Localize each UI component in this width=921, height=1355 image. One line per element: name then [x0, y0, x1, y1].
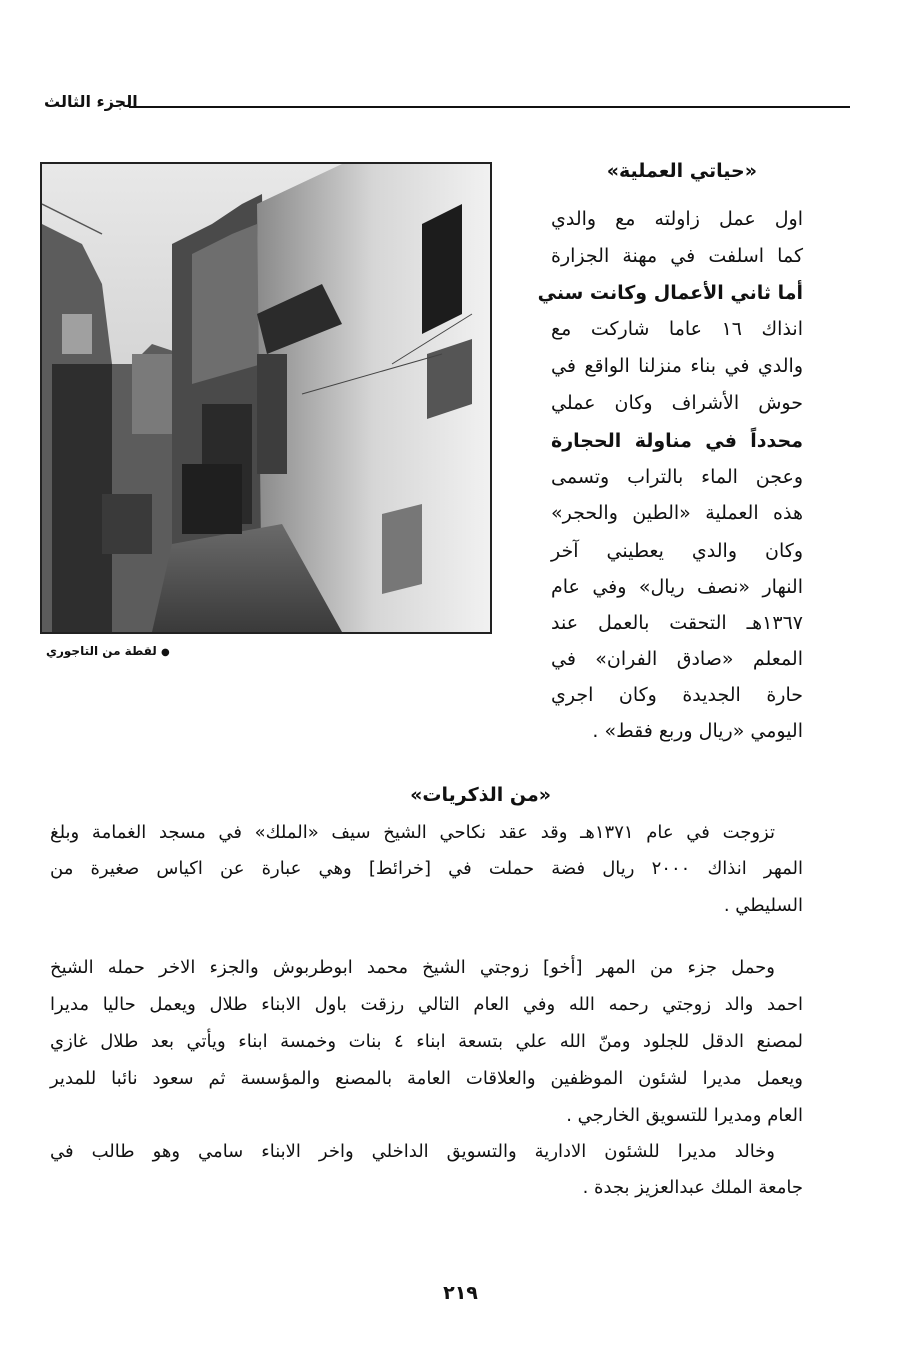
column-line: اول عمل زاولته مع والدي [551, 208, 803, 230]
body-line: السليطي . [723, 895, 803, 916]
running-head [44, 88, 850, 118]
body-line: لمصنع الدقل للجلود ومنّ الله علي بتسعة ابناء ٤ بنات وخمسة ابناء ويأتي بعد طلال غازي [50, 1031, 803, 1052]
column-line: أما ثاني الأعمال وكانت سني [537, 282, 803, 304]
column-line: حارة الجديدة وكان اجري [551, 684, 803, 706]
body-line: تزوجت في عام ١٣٧١هـ وقد عقد نكاحي الشيخ سيف «الملك» في مسجد الغمامة وبلغ [50, 822, 776, 843]
body-line: وخالد مديرا للشئون الادارية والتسويق الداخلي واخر الابناء سامي وهو طالب في [50, 1141, 775, 1162]
photo-caption [46, 644, 196, 658]
body-line: ويعمل مديرا لشئون الموظفين والعلاقات العامة بالمصنع والمؤسسة ثم سعود نائبا للمدير [50, 1068, 803, 1089]
section-heading-work-life: «حياتي العملية» [606, 160, 757, 182]
column-line: كما اسلفت في مهنة الجزارة [551, 245, 803, 267]
column-line: وكان والدي يعطيني آخر [551, 540, 803, 562]
column-line: النهار «نصف ريال» وفي عام [551, 576, 803, 598]
column-line: حوش الأشراف وكان عملي [551, 392, 803, 414]
body-line: احمد والد زوجتي رحمه الله وفي العام التالي رزقت باول الابناء طلال ويعمل حاليا مديرا [50, 994, 803, 1015]
body-line: وحمل جزء من المهر [أخو] زوجتي الشيخ محمد ابوطربوش والجزء الاخر حمله الشيخ [50, 957, 775, 978]
column-line: وعجن الماء بالتراب وتسمى [551, 466, 803, 488]
column-line: انذاك ١٦ عاما شاركت مع [551, 318, 803, 340]
column-line: المعلم «صادق الفران» في [551, 648, 803, 670]
column-line: هذه العملية «الطين والحجر» [551, 502, 803, 524]
bullet-icon: ● [160, 647, 170, 658]
photo-caption-text: لقطة من التاجوري [46, 644, 157, 658]
body-line: جامعة الملك عبدالعزيز بجدة . [582, 1177, 803, 1198]
page-number: ٢١٩ [443, 1282, 478, 1304]
section-heading-memories: «من الذكريات» [410, 784, 551, 806]
column-line: محدداً في مناولة الحجارة [551, 430, 803, 452]
column-line: والدي في بناء منزلنا الواقع في [551, 355, 803, 377]
body-line: المهر انذاك ٢٠٠٠ ريال فضة حملت في [خرائط] وهي عبارة عن اكياس صغيرة من [50, 858, 804, 879]
alley-photograph [40, 162, 492, 634]
running-head-title: الجزء الثالث [44, 92, 138, 111]
column-line: ١٣٦٧هـ التحقت بالعمل عند [551, 612, 803, 634]
body-line: العام ومديرا للتسويق الخارجي . [566, 1105, 803, 1126]
column-line: اليومي «ريال وربع فقط» . [592, 720, 803, 742]
header-rule [129, 106, 850, 108]
